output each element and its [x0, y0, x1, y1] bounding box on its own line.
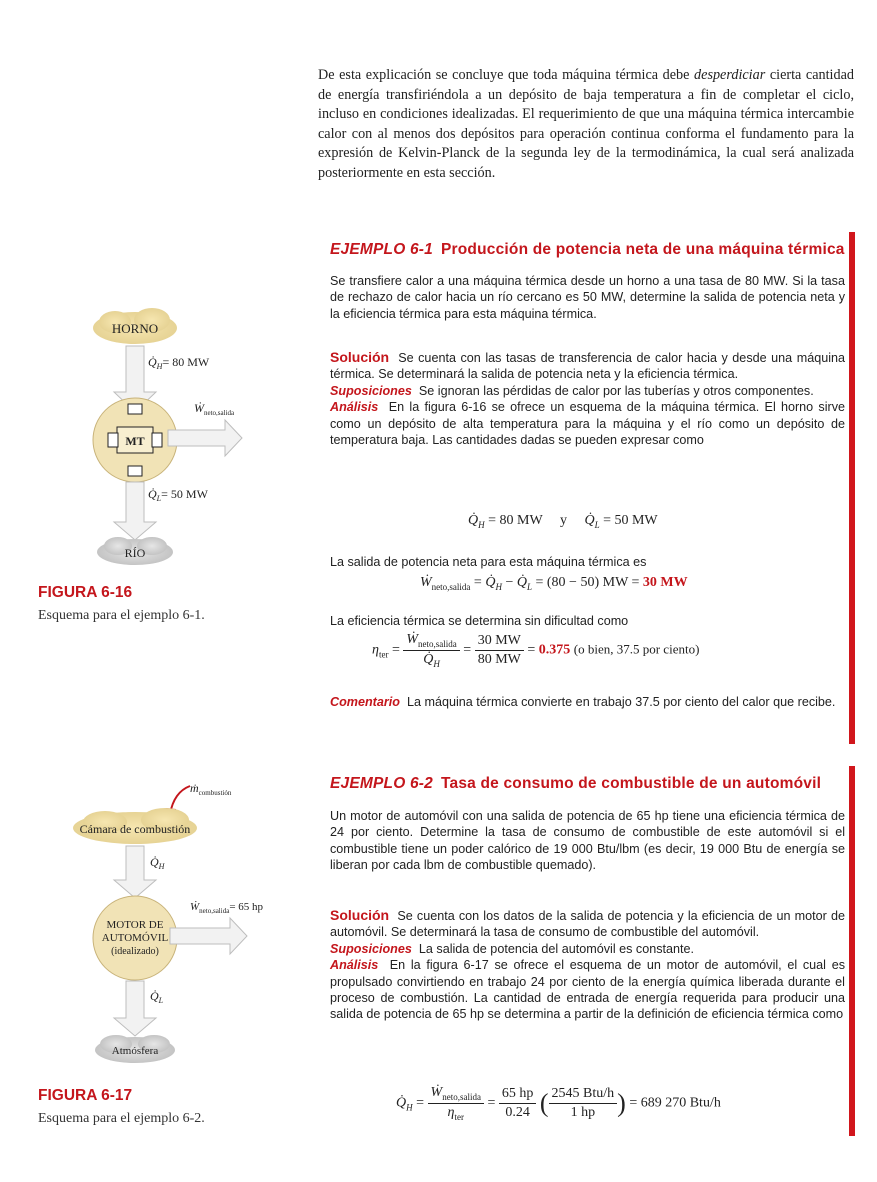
example-1-eq-power: Ẇ$_{neto,salida}$ = $Q̇_H$ − $Q̇_L = (80 - 50)$ MW = 30 MW: [420, 575, 688, 592]
mt-label: MT: [125, 434, 145, 448]
example-2-bar: [849, 766, 855, 1136]
example-2-eq: $Q̇_H$ = $\frac{Ẇ_{neto,salida}}{\eta_{ter}}$ = $\frac{65 hp}{0.24}$ ( $\frac{\text{2545 Btu/h}}{1 hp}$ ) = 689 270 Btu/h: [396, 1085, 721, 1122]
example-2-heading: EJEMPLO 6-2 Tasa de consumo de combustible de un automóvil: [330, 775, 822, 792]
figure-6-16-caption: Esquema para el ejemplo 6-1.: [38, 608, 205, 623]
example-1-eff-result: 0.375: [538, 642, 571, 658]
intro-paragraph: De esta explicación se concluye que toda máquina térmica debe desperdiciar cierta cantidad de energía transfiriéndola a un depósito de baja temperatura a fin de completar el ciclo, incluso en condiciones idealizadas. El requerimiento de que una máquina térmica intercambie calor con al menos dos depósitos para operación continua conforma el fundamento para la expresión de Kelvin-Planck de la segunda ley de la termodinámica, la cual será analizada posteriormente en esta sección.: [318, 67, 854, 181]
example-1-solution: Solución Se cuenta con las tasas de transferencia de calor hacia y desde una máquina térmica. Se determinará la salida de potencia neta y la eficiencia térmica. Suposiciones Se ignoran las pérdidas de calor por las tuberías y otros componentes. Análisis En la figura 6-16 se ofrece un esquema de la máquina térmica. El horno sirve como un depósito de alta temperatura para la máquina y el río como un depósito de temperatura baja. Las cantidades dadas se pueden expresar como: [330, 349, 846, 448]
example-1-power-result: 30 MW: [642, 575, 688, 590]
figure-6-17-caption: Esquema para el ejemplo 6-2.: [38, 1111, 205, 1126]
svg-text:Q̇L: $Q̇_L$: [150, 989, 164, 1005]
svg-text:Ẇneto,salida= 65 hp: Ẇ$_{neto,salida}$= 65 hp: [190, 901, 264, 915]
wnet-arrow: [168, 420, 242, 456]
figure-6-17-diagram: [70, 778, 290, 1068]
wnet2-arrow: [170, 918, 247, 954]
svg-text:Q̇H= 80 MW: $Q̇_H= 80$ MW: [148, 355, 210, 371]
svg-text:ṁcombustión: ṁ$_{combustión}$: [190, 781, 232, 797]
svg-text:MOTOR DE: MOTOR DE: [106, 919, 164, 931]
camara-label: Cámara de combustión: [79, 822, 191, 836]
example-1-statement: Se transfiere calor a una máquina térmica desde un horno a una tasa de 80 MW. Si la tasa de rechazo de calor hacia un río cercano es 50 MW, determine la salida de potencia neta y la eficiencia térmica para esta máquina térmica.: [330, 274, 845, 321]
figure-6-17-label: FIGURA 6-17: [38, 1087, 133, 1104]
horno-cloud: [93, 308, 177, 344]
svg-text:(idealizado): (idealizado): [111, 946, 159, 957]
svg-text:AUTOMÓVIL: AUTOMÓVIL: [101, 932, 169, 944]
svg-text:Ẇneto,salida: Ẇ$_{neto,salida}$: [194, 401, 235, 417]
example-1-comment: Comentario La máquina térmica convierte en trabajo 37.5 por ciento del calor que recibe.: [330, 695, 836, 709]
qh2-arrow: [114, 846, 156, 898]
atmosfera-label: Atmósfera: [111, 1045, 159, 1057]
example-2-statement: Un motor de automóvil con una salida de potencia de 65 hp tiene una eficiencia térmica de 24 por ciento. Determine la tasa de consumo de combustible de este automóvil si el combustible tiene un poder calórico de 19 000 Btu/lbm (es decir, 19 000 Btu de energía se liberan por cada lbm de combustible quemado).: [330, 809, 845, 873]
rio-label: RÍO: [124, 546, 146, 560]
figure-6-16-diagram: [90, 300, 290, 570]
horno-label: HORNO: [111, 321, 159, 336]
svg-text:Q̇L= 50 MW: $Q̇_L= 50$ MW: [148, 487, 208, 503]
svg-text:Q̇H: $Q̇_H$: [150, 855, 165, 871]
example-2-solution: Solución Se cuenta con los datos de la salida de potencia y la eficiencia de un motor de automóvil. Se determinará la tasa de consumo de combustible del automóvil. Suposiciones La salida de potencia del automóvil es constante. Análisis En la figura 6-17 se ofrece el esquema de un motor de automóvil, el cual es propulsado convirtiendo en trabajo 24 por ciento de la energía química liberada durante el proceso de combustión. La cantidad de entrada de energía requerida para producir una salida de potencia de 65 hp se determina a partir de la definición de eficiencia térmica como: [330, 907, 845, 1022]
example-1-eq-eff: $\eta_{ter}$ = $\frac{Ẇ_{neto,salida}}{Q̇_H}$ = $\frac{30 MW}{80 MW}$ = 0.375 (o bien, 37.5 por ciento): [372, 632, 700, 669]
figure-6-16-label: FIGURA 6-16: [38, 584, 133, 601]
intro-emphasis: desperdiciar: [694, 67, 766, 83]
rio-cloud: [97, 537, 173, 565]
camara-cloud: [73, 808, 197, 844]
example-1-eq-given: $Q̇_H = 80$ MW y $Q̇_L = 50$ MW: [468, 513, 658, 530]
example-1-eff-line: La eficiencia térmica se determina sin dificultad como: [330, 614, 629, 628]
example-1-bar: [849, 232, 855, 744]
example-1-heading: EJEMPLO 6-1 Producción de potencia neta de una máquina térmica: [330, 241, 845, 258]
atmosfera-cloud: [95, 1035, 175, 1063]
example-1-power-line: La salida de potencia neta para esta máquina térmica es: [330, 555, 647, 569]
